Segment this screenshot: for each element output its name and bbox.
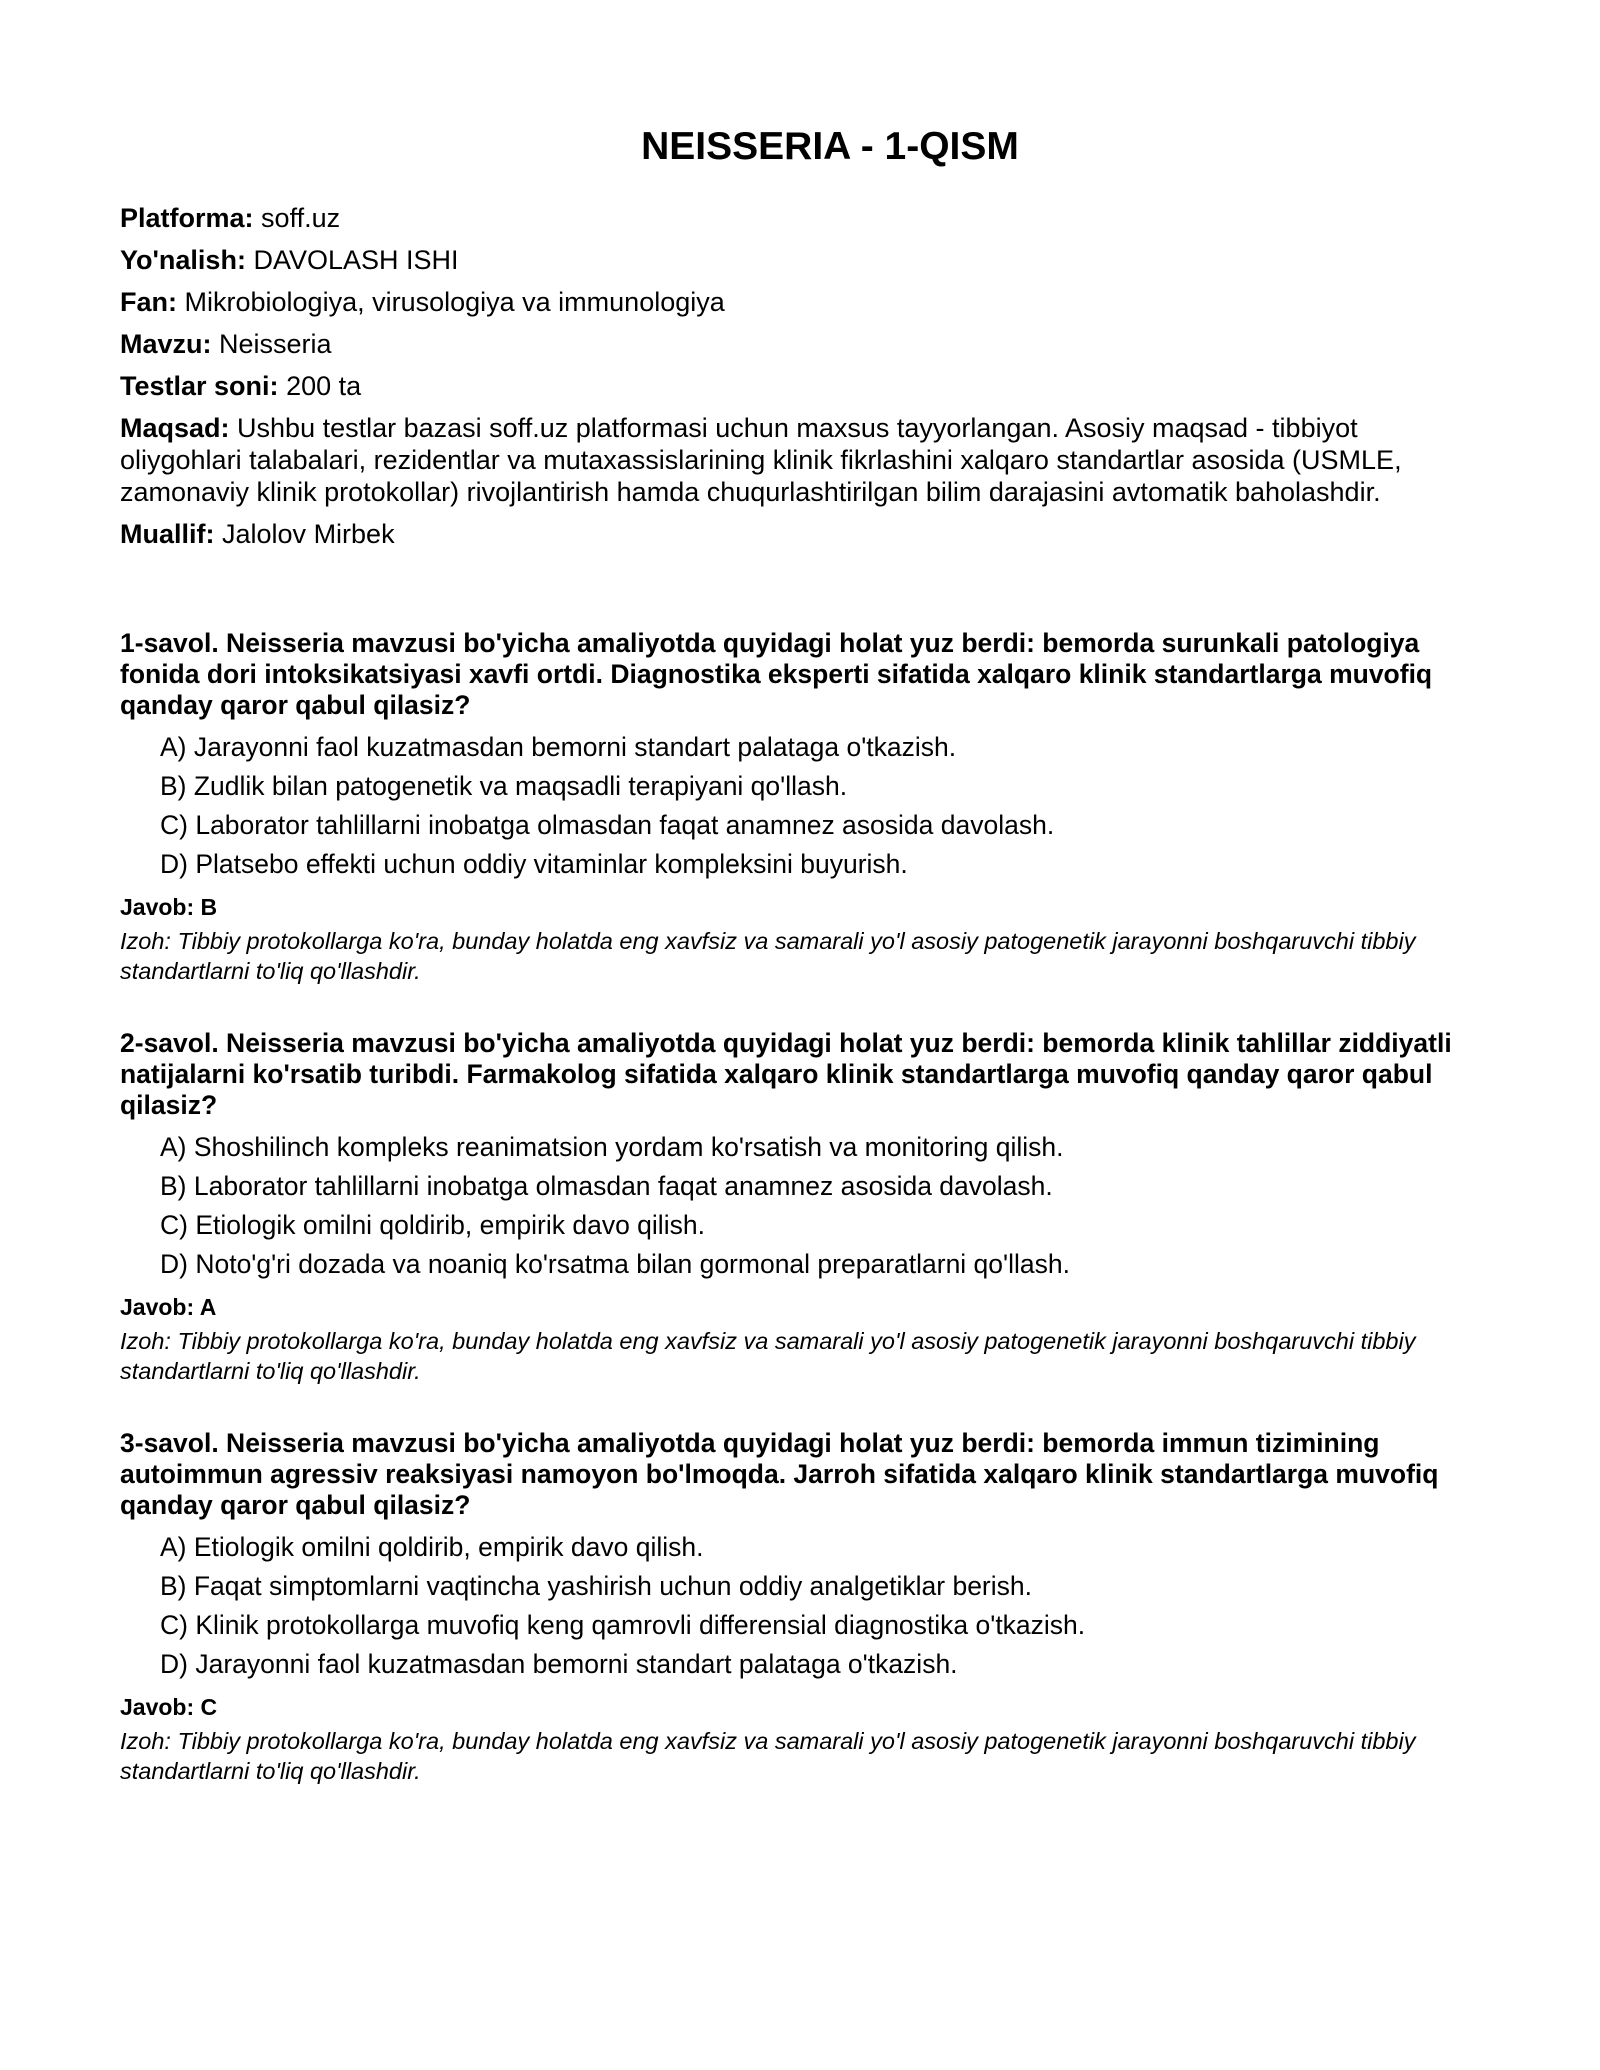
option-d: D) Noto'g'ri dozada va noaniq ko'rsatma bilan gormonal preparatlarni qo'llash. bbox=[160, 1249, 1070, 1279]
answer-options bbox=[120, 731, 1460, 880]
meta-platform bbox=[120, 202, 1460, 234]
explanation-text: Izoh: Tibbiy protokollarga ko'ra, bunday holatda eng xavfsiz va samarali yo'l asosiy patogenetik jarayonni boshqaruvchi tibbiy standartlarni to'liq qo'llashdir. bbox=[120, 1328, 1416, 1384]
meta-label: Fan: bbox=[120, 287, 177, 317]
meta-label: Platforma: bbox=[120, 203, 254, 233]
meta-label: Testlar soni: bbox=[120, 371, 279, 401]
question-item bbox=[120, 628, 1460, 986]
answer-label: Javob: bbox=[120, 1694, 195, 1720]
meta-purpose bbox=[120, 412, 1460, 508]
option-a: A) Shoshilinch kompleks reanimatsion yordam ko'rsatish va monitoring qilish. bbox=[160, 1132, 1064, 1162]
meta-label: Mavzu: bbox=[120, 329, 212, 359]
meta-author bbox=[120, 518, 1460, 550]
option-a: A) Jarayonni faol kuzatmasdan bemorni standart palataga o'tkazish. bbox=[160, 732, 957, 762]
question-item bbox=[120, 1428, 1460, 1786]
option-c: C) Klinik protokollarga muvofiq keng qamrovli differensial diagnostika o'tkazish. bbox=[160, 1610, 1086, 1640]
option-b: B) Zudlik bilan patogenetik va maqsadli terapiyani qo'llash. bbox=[160, 771, 848, 801]
meta-direction bbox=[120, 244, 1460, 276]
answer-label: Javob: bbox=[120, 894, 195, 920]
question-item bbox=[120, 1028, 1460, 1386]
question-text: 2-savol. Neisseria mavzusi bo'yicha amaliyotda quyidagi holat yuz berdi: bemorda klinik tahlillar ziddiyatli natijalarni ko'rsatib turibdi. Farmakolog sifatida xalqaro klinik standartlarga muvofiq qanday qaror qabul qilasiz? bbox=[120, 1028, 1452, 1120]
question-text: 1-savol. Neisseria mavzusi bo'yicha amaliyotda quyidagi holat yuz berdi: bemorda surunkali patologiya fonida dori intoksikatsiyasi xavfi ortdi. Diagnostika eksperti sifatida xalqaro klinik standartlarga muvofiq qanday qaror qabul qilasiz? bbox=[120, 628, 1433, 720]
meta-value: 200 ta bbox=[286, 371, 362, 401]
meta-label: Yo'nalish: bbox=[120, 245, 246, 275]
answer-value: A bbox=[199, 1294, 217, 1320]
meta-subject bbox=[120, 286, 1460, 318]
answer-options bbox=[120, 1131, 1460, 1280]
questions-list bbox=[120, 628, 1460, 1786]
meta-value: Neisseria bbox=[219, 329, 332, 359]
answer-label: Javob: bbox=[120, 1294, 195, 1320]
metadata-section bbox=[120, 202, 1460, 550]
answer-value: C bbox=[200, 1694, 218, 1720]
option-c: C) Laborator tahlillarni inobatga olmasdan faqat anamnez asosida davolash. bbox=[160, 810, 1055, 840]
option-d: D) Platsebo effekti uchun oddiy vitaminlar kompleksini buyurish. bbox=[160, 849, 908, 879]
option-b: B) Faqat simptomlarni vaqtincha yashirish uchun oddiy analgetiklar berish. bbox=[160, 1571, 1032, 1601]
answer-line bbox=[120, 892, 1460, 922]
meta-label: Maqsad: bbox=[120, 413, 230, 443]
option-a: A) Etiologik omilni qoldirib, empirik davo qilish. bbox=[160, 1532, 704, 1562]
meta-topic bbox=[120, 328, 1460, 360]
answer-line bbox=[120, 1292, 1460, 1322]
meta-value: Ushbu testlar bazasi soff.uz platformasi uchun maxsus tayyorlangan. Asosiy maqsad - tibbiyot oliygohlari talabalari, rezidentlar va mutaxassislarining klinik fikrlashini xalqaro standartlar asosida (USMLE, zamonaviy klinik protokollar) rivojlantirish hamda chuqurlashtirilgan bilim darajasini avtomatik baholashdir. bbox=[120, 413, 1402, 507]
answer-line bbox=[120, 1692, 1460, 1722]
option-b: B) Laborator tahlillarni inobatga olmasdan faqat anamnez asosida davolash. bbox=[160, 1171, 1053, 1201]
meta-test-count bbox=[120, 370, 1460, 402]
meta-label: Muallif: bbox=[120, 519, 215, 549]
meta-value: Jalolov Mirbek bbox=[222, 519, 395, 549]
explanation-text: Izoh: Tibbiy protokollarga ko'ra, bunday holatda eng xavfsiz va samarali yo'l asosiy patogenetik jarayonni boshqaruvchi tibbiy standartlarni to'liq qo'llashdir. bbox=[120, 1728, 1416, 1784]
option-d: D) Jarayonni faol kuzatmasdan bemorni standart palataga o'tkazish. bbox=[160, 1649, 958, 1679]
question-text: 3-savol. Neisseria mavzusi bo'yicha amaliyotda quyidagi holat yuz berdi: bemorda immun tizimining autoimmun agressiv reaksiyasi namoyon bo'lmoqda. Jarroh sifatida xalqaro klinik standartlarga muvofiq qanday qaror qabul qilasiz? bbox=[120, 1428, 1439, 1520]
explanation-text: Izoh: Tibbiy protokollarga ko'ra, bunday holatda eng xavfsiz va samarali yo'l asosiy patogenetik jarayonni boshqaruvchi tibbiy standartlarni to'liq qo'llashdir. bbox=[120, 928, 1416, 984]
meta-value: Mikrobiologiya, virusologiya va immunologiya bbox=[184, 287, 725, 317]
answer-value: B bbox=[200, 894, 218, 920]
option-c: C) Etiologik omilni qoldirib, empirik davo qilish. bbox=[160, 1210, 705, 1240]
document-title: NEISSERIA - 1-QISM bbox=[641, 125, 1019, 168]
meta-value: DAVOLASH ISHI bbox=[253, 245, 459, 275]
document-page bbox=[120, 0, 1460, 1828]
answer-options bbox=[120, 1531, 1460, 1680]
meta-value: soff.uz bbox=[261, 203, 341, 233]
